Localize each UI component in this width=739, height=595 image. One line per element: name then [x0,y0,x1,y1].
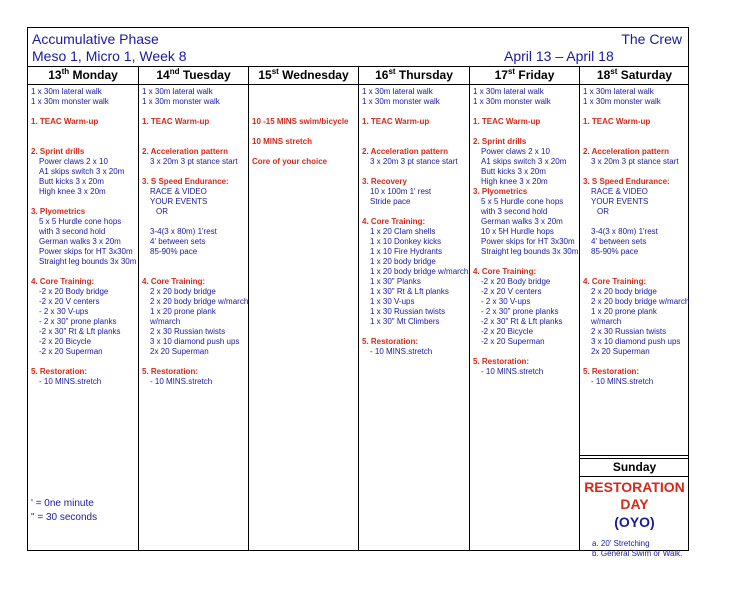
exercise-line: German walks 3 x 20m [481,217,563,226]
day-header [580,67,689,85]
exercise-line: High knee 3 x 20m [39,187,106,196]
exercise-line: - 10 MINS.stretch [150,377,213,386]
exercise-line: 2 x 20 body bridge [591,287,657,296]
day-suffix: st [507,67,516,76]
spacer [252,107,356,117]
exercise-line: Straight leg bounds 3x 30m [39,257,137,266]
exercise-line: RACE & VIDEO [591,187,648,196]
exercise-line: -2 x 20 Body bridge [39,287,109,296]
day-number: 15 [258,68,272,82]
exercise-line: 1 x 30m monster walk [362,97,440,106]
day-number: 16 [375,68,389,82]
exercise-line: 1 x 20 prone plank [150,307,216,316]
exercise-line: -2 x 20 Bicycle [481,327,534,336]
exercise-line: -2 x 20 Superman [481,337,545,346]
exercise-line: 5 x 5 Hurdle cone hops [481,197,564,206]
exercise-line: -2 x 30" Rt & Lft planks [481,317,563,326]
spacer [142,127,246,147]
spacer [252,127,356,137]
spacer [31,197,136,207]
section-heading: 5. Restoration: [362,337,419,346]
exercise-line: Butt kicks 3 x 20m [481,167,546,176]
phase-title: Accumulative Phase [32,31,159,47]
exercise-line: A1 skips switch 3 x 20m [39,167,125,176]
sunday-header: Sunday [580,458,689,477]
day-number: 18 [596,68,611,82]
exercise-line: 1 x 30" Planks [370,277,421,286]
exercise-line: 3 x 10 diamond push ups [591,337,681,346]
exercise-line: OR [597,207,609,216]
training-schedule-sheet [27,27,690,558]
spacer [142,257,246,277]
exercise-line: 5 x 5 Hurdle cone hops [39,217,122,226]
section-heading: 4. Core Training: [583,277,647,286]
exercise-line: 1 x 30m lateral walk [362,87,433,96]
exercise-line: 3 x 20m 3 pt stance start [370,157,458,166]
sunday-note: a. 20' Stretching [592,539,650,548]
spacer [362,107,467,117]
exercise-line: 1 x 30 V-ups [370,297,415,306]
sunday-note: b. General Swim or Walk. [592,549,683,558]
section-heading: 2. Sprint drills [473,137,527,146]
exercise-line: with 3 second hold [481,207,548,216]
section-heading: 4. Core Training: [473,267,537,276]
section-heading: 5. Restoration: [31,367,88,376]
exercise-line: 2 x 30 Russian twists [150,327,226,336]
section-heading: 10 -15 MINS swim/bicycle [252,117,349,126]
exercise-line: 4' between sets [150,237,206,246]
section-heading: 3. S Speed Endurance: [583,177,670,186]
exercise-line: Power skips for HT 3x30m [481,237,575,246]
section-heading: 3. Plyometrics [31,207,86,216]
spacer [31,357,136,367]
section-heading: 5. Restoration: [473,357,530,366]
spacer [583,167,687,177]
exercise-line: 3-4(3 x 80m) 1'rest [150,227,217,236]
spacer [583,257,687,277]
spacer [142,217,246,227]
legend-seconds: " = 30 seconds [31,512,98,523]
day-header [249,67,358,85]
exercise-line: 2 x 20 body bridge [150,287,216,296]
section-heading: 2. Acceleration pattern [362,147,448,156]
section-heading: 2. Acceleration pattern [142,147,228,156]
exercise-line: German walks 3 x 20m [39,237,121,246]
section-heading: 10 MINS stretch [252,137,313,146]
exercise-line: 2 x 20 body bridge w/march [591,297,690,306]
section-heading: 1. TEAC Warm-up [142,117,210,126]
section-heading: 3. S Speed Endurance: [142,177,229,186]
exercise-line: 1 x 30 Russian twists [370,307,446,316]
date-range: April 13 – April 18 [504,48,614,64]
exercise-line: OR [156,207,168,216]
section-heading: 1. TEAC Warm-up [583,117,651,126]
exercise-line: 1 x 20 Clam shells [370,227,436,236]
spacer [142,167,246,177]
day-plan [142,87,249,387]
spacer [142,357,246,367]
section-heading: 2. Sprint drills [31,147,85,156]
exercise-line: 3 x 20m 3 pt stance start [591,157,679,166]
exercise-line: -2 x 20 V centers [481,287,542,296]
sunday-notes [580,539,689,559]
day-plan [31,87,136,387]
exercise-line: 1 x 20 body bridge [370,257,436,266]
day-suffix: th [61,67,70,76]
spacer [252,147,356,157]
exercise-line: 1 x 30m monster walk [583,97,661,106]
day-column [138,67,248,550]
exercise-line: with 3 second hold [39,227,106,236]
day-name: Thursday [395,68,453,82]
day-plan [362,87,467,357]
day-suffix: nd [169,67,180,76]
exercise-line: - 10 MINS.stretch [591,377,654,386]
exercise-line: Power skips for HT 3x30m [39,247,133,256]
spacer [31,267,136,277]
day-header [28,67,138,85]
day-column [28,67,138,550]
exercise-line: 1 x 30" Mt Climbers [370,317,440,326]
section-heading: 4. Core Training: [362,217,426,226]
section-heading: 3. Recovery [362,177,407,186]
exercise-line: - 10 MINS.stretch [370,347,433,356]
exercise-line: 1 x 20 body bridge w/march [370,267,469,276]
exercise-line: -2 x 20 Body bridge [481,277,551,286]
exercise-line: - 2 x 30" prone planks [39,317,117,326]
day-header [470,67,579,85]
section-heading: Core of your choice [252,157,328,166]
exercise-line: 1 x 30m lateral walk [473,87,544,96]
exercise-line: Stride pace [370,197,411,206]
exercise-line: -2 x 20 V centers [39,297,100,306]
spacer [473,107,577,117]
exercise-line: - 10 MINS.stretch [39,377,102,386]
day-suffix: st [388,67,396,76]
day-plan [252,87,356,167]
exercise-line: Power claws 2 x 10 [39,157,108,166]
exercise-line: 3 x 20m 3 pt stance start [150,157,238,166]
exercise-line: -2 x 30" Rt & Lft planks [39,327,121,336]
exercise-line: Butt kicks 3 x 20m [39,177,104,186]
day-suffix: st [271,67,279,76]
day-plan [473,87,577,377]
exercise-line: w/march [150,317,181,326]
day-name: Tuesday [179,68,231,82]
day-name: Friday [515,68,555,82]
exercise-line: 2 x 30 Russian twists [591,327,667,336]
day-name: Monday [69,68,118,82]
section-heading: 4. Core Training: [142,277,206,286]
day-number: 17 [494,68,508,82]
spacer [362,327,467,337]
spacer [473,127,577,137]
exercise-line: 1 x 30m monster walk [142,97,220,106]
exercise-line: YOUR EVENTS [150,197,208,206]
day-header [139,67,248,85]
spacer [473,257,577,267]
spacer [473,347,577,357]
section-heading: 5. Restoration: [142,367,199,376]
exercise-line: 1 x 30m monster walk [473,97,551,106]
exercise-line: Power claws 2 x 10 [481,147,550,156]
section-heading: 2. Acceleration pattern [583,147,669,156]
exercise-line: 2x 20 Superman [150,347,209,356]
day-column [358,67,469,550]
section-heading: 1. TEAC Warm-up [31,117,99,126]
exercise-line: YOUR EVENTS [591,197,649,206]
spacer [362,207,467,217]
exercise-line: -2 x 20 Bicycle [39,337,92,346]
exercise-line: High knee 3 x 20m [481,177,548,186]
exercise-line: 2 x 20 body bridge w/march [150,297,249,306]
exercise-line: - 10 MINS.stretch [481,367,544,376]
exercise-line: A1 skips switch 3 x 20m [481,157,567,166]
day-header [359,67,469,85]
exercise-line: 1 x 10 Donkey kicks [370,237,442,246]
exercise-line: 1 x 10 Fire Hydrants [370,247,443,256]
section-heading: 1. TEAC Warm-up [473,117,541,126]
exercise-line: 2x 20 Superman [591,347,650,356]
exercise-line: 1 x 30m lateral walk [31,87,102,96]
section-heading: 4. Core Training: [31,277,95,286]
spacer [142,107,246,117]
spacer [31,127,136,147]
exercise-line: 10 x 100m 1' rest [370,187,432,196]
spacer [362,127,467,147]
day-column [469,67,579,550]
oyo-label: (OYO) [614,514,655,530]
exercise-line: - 2 x 30 V-ups [39,307,89,316]
exercise-line: 1 x 30m lateral walk [142,87,213,96]
legend-minute: ' = 0ne minute [31,498,94,509]
spacer [583,357,687,367]
exercise-line: w/march [591,317,622,326]
meso-label: Meso 1, Micro 1, Week 8 [32,48,187,64]
exercise-line: 85-90% pace [591,247,639,256]
restoration-day-label: DAY [620,496,649,512]
spacer [252,87,356,107]
exercise-line: 4' between sets [591,237,647,246]
exercise-line: 1 x 30m lateral walk [583,87,654,96]
day-column [579,67,690,558]
crew-title: The Crew [621,31,682,47]
exercise-line: 1 x 30m monster walk [31,97,109,106]
section-heading: 1. TEAC Warm-up [362,117,430,126]
day-number: 13 [48,68,62,82]
spacer [31,107,136,117]
sunday-block [580,455,689,559]
exercise-line: - 2 x 30" prone planks [481,307,559,316]
exercise-line: 85-90% pace [150,247,198,256]
day-name: Saturday [617,68,673,82]
exercise-line: 3 x 10 diamond push ups [150,337,240,346]
exercise-line: 1 x 20 prone plank [591,307,657,316]
day-name: Wednesday [278,68,349,82]
spacer [583,107,687,117]
section-heading: 5. Restoration: [583,367,640,376]
day-number: 14 [156,68,170,82]
section-heading: 3. Plyometrics [473,187,528,196]
exercise-line: -2 x 20 Superman [39,347,103,356]
exercise-line: 3-4(3 x 80m) 1'rest [591,227,658,236]
exercise-line: 10 x 5H Hurdle hops [481,227,554,236]
time-legend [31,497,97,525]
spacer [583,127,687,147]
day-column [248,67,358,550]
day-plan [583,87,690,387]
exercise-line: RACE & VIDEO [150,187,207,196]
spacer [583,217,687,227]
spacer [362,167,467,177]
exercise-line: - 2 x 30 V-ups [481,297,531,306]
exercise-line: 1 x 30" Rt & Lft planks [370,287,449,296]
day-suffix: st [610,67,618,76]
exercise-line: Straight leg bounds 3x 30m [481,247,579,256]
restoration-label: RESTORATION [584,479,685,495]
